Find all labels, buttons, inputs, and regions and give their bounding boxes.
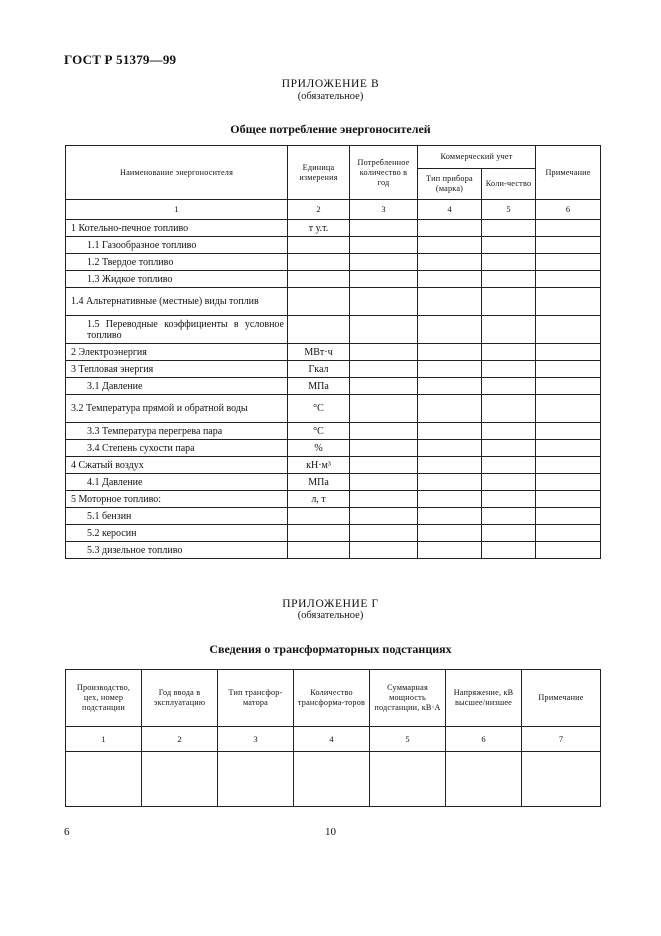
empty-cell bbox=[536, 378, 601, 395]
col-header-count: Коли-чество bbox=[482, 169, 536, 200]
energy-row bbox=[66, 220, 601, 237]
empty-cell bbox=[482, 271, 536, 288]
energy-row bbox=[66, 423, 601, 440]
empty-cell bbox=[418, 271, 482, 288]
empty-cell bbox=[536, 254, 601, 271]
empty-cell bbox=[142, 752, 218, 807]
energy-unit-cell bbox=[288, 542, 350, 559]
energy-unit-cell: °С bbox=[288, 423, 350, 440]
energy-row bbox=[66, 254, 601, 271]
empty-cell bbox=[350, 361, 418, 378]
energy-table-body bbox=[66, 220, 601, 559]
col-header-commercial: Коммерческий учет bbox=[418, 146, 536, 169]
col-header-note: Примечание bbox=[536, 146, 601, 200]
empty-cell bbox=[418, 457, 482, 474]
empty-cell bbox=[350, 316, 418, 344]
energy-name-cell: 1.2 Твердое топливо bbox=[66, 254, 288, 271]
empty-cell bbox=[482, 395, 536, 423]
col-header-unit: Единица измерения bbox=[288, 146, 350, 200]
energy-unit-cell bbox=[288, 237, 350, 254]
empty-cell bbox=[350, 440, 418, 457]
g-col-number: 1 bbox=[66, 727, 142, 752]
empty-cell bbox=[536, 344, 601, 361]
empty-cell bbox=[418, 254, 482, 271]
empty-cell bbox=[482, 316, 536, 344]
energy-name-cell: 3.3 Температура перегрева пара bbox=[66, 423, 288, 440]
g-col-number: 6 bbox=[446, 727, 522, 752]
empty-cell bbox=[536, 220, 601, 237]
empty-cell bbox=[418, 288, 482, 316]
empty-cell bbox=[482, 423, 536, 440]
empty-cell bbox=[350, 474, 418, 491]
empty-cell bbox=[536, 271, 601, 288]
empty-cell bbox=[536, 237, 601, 254]
energy-unit-cell: МПа bbox=[288, 474, 350, 491]
g-col-number: 2 bbox=[142, 727, 218, 752]
empty-cell bbox=[418, 237, 482, 254]
appendix-v-subtitle: (обязательное) bbox=[297, 91, 364, 102]
col-header-quantity: Потребленное количество в год bbox=[350, 146, 418, 200]
empty-cell bbox=[536, 457, 601, 474]
energy-row bbox=[66, 457, 601, 474]
empty-cell bbox=[418, 423, 482, 440]
empty-cell bbox=[350, 542, 418, 559]
empty-cell bbox=[482, 220, 536, 237]
empty-cell bbox=[536, 508, 601, 525]
g-col-header: Производство, цех, номер подстанции bbox=[66, 670, 142, 727]
empty-cell bbox=[536, 361, 601, 378]
empty-cell bbox=[536, 542, 601, 559]
empty-cell bbox=[350, 457, 418, 474]
col-header-name: Наименование энергоносителя bbox=[66, 146, 288, 200]
energy-name-cell: 5.3 дизельное топливо bbox=[66, 542, 288, 559]
appendix-v-title: ПРИЛОЖЕНИЕ В bbox=[281, 78, 380, 90]
col-number: 1 bbox=[66, 200, 288, 220]
empty-cell bbox=[446, 752, 522, 807]
empty-cell bbox=[482, 344, 536, 361]
empty-cell bbox=[350, 237, 418, 254]
empty-cell bbox=[350, 378, 418, 395]
col-number: 4 bbox=[418, 200, 482, 220]
energy-unit-cell bbox=[288, 254, 350, 271]
g-col-header: Год ввода в эксплуатацию bbox=[142, 670, 218, 727]
energy-row bbox=[66, 271, 601, 288]
empty-cell bbox=[350, 423, 418, 440]
col-number: 5 bbox=[482, 200, 536, 220]
empty-cell bbox=[350, 491, 418, 508]
energy-name-cell: 1.3 Жидкое топливо bbox=[66, 271, 288, 288]
empty-cell bbox=[418, 542, 482, 559]
empty-cell bbox=[482, 378, 536, 395]
energy-unit-cell bbox=[288, 288, 350, 316]
empty-cell bbox=[66, 752, 142, 807]
g-col-header: Напряжение, кВ высшее/низшее bbox=[446, 670, 522, 727]
energy-consumption-table bbox=[65, 145, 601, 559]
empty-cell bbox=[536, 288, 601, 316]
empty-cell bbox=[536, 395, 601, 423]
energy-unit-cell: % bbox=[288, 440, 350, 457]
empty-cell bbox=[482, 361, 536, 378]
empty-cell bbox=[482, 508, 536, 525]
energy-row bbox=[66, 237, 601, 254]
energy-unit-cell bbox=[288, 271, 350, 288]
empty-cell bbox=[482, 491, 536, 508]
empty-cell bbox=[350, 288, 418, 316]
energy-row bbox=[66, 288, 601, 316]
g-col-header: Тип трансфор-матора bbox=[218, 670, 294, 727]
empty-cell bbox=[482, 542, 536, 559]
empty-cell bbox=[294, 752, 370, 807]
empty-cell bbox=[350, 254, 418, 271]
empty-cell bbox=[350, 344, 418, 361]
empty-cell bbox=[350, 395, 418, 423]
energy-name-cell: 1 Котельно-печное топливо bbox=[66, 220, 288, 237]
energy-row bbox=[66, 395, 601, 423]
energy-name-cell: 4 Сжатый воздух bbox=[66, 457, 288, 474]
g-col-number: 4 bbox=[294, 727, 370, 752]
energy-name-cell: 3.4 Степень сухости пара bbox=[66, 440, 288, 457]
empty-cell bbox=[536, 423, 601, 440]
empty-cell bbox=[536, 440, 601, 457]
empty-cell bbox=[418, 508, 482, 525]
g-col-header: Количество трансформа-торов bbox=[294, 670, 370, 727]
energy-name-cell: 2 Электроэнергия bbox=[66, 344, 288, 361]
empty-cell bbox=[536, 525, 601, 542]
empty-cell bbox=[418, 440, 482, 457]
empty-cell bbox=[482, 440, 536, 457]
page-number-left: 6 bbox=[64, 826, 70, 838]
energy-unit-cell: л, т bbox=[288, 491, 350, 508]
energy-row bbox=[66, 491, 601, 508]
energy-name-cell: 1.4 Альтернативные (местные) виды топлив bbox=[66, 288, 288, 316]
empty-cell bbox=[418, 378, 482, 395]
energy-name-cell: 1.5 Переводные коэффициенты в условное топливо bbox=[66, 316, 288, 344]
empty-cell bbox=[418, 344, 482, 361]
energy-row bbox=[66, 316, 601, 344]
empty-cell bbox=[418, 525, 482, 542]
energy-unit-cell: МВт·ч bbox=[288, 344, 350, 361]
empty-cell bbox=[350, 508, 418, 525]
empty-cell bbox=[482, 474, 536, 491]
empty-cell bbox=[522, 752, 601, 807]
empty-cell bbox=[418, 316, 482, 344]
empty-cell bbox=[536, 491, 601, 508]
empty-cell bbox=[418, 220, 482, 237]
empty-cell bbox=[218, 752, 294, 807]
energy-name-cell: 5 Моторное топливо: bbox=[66, 491, 288, 508]
energy-row bbox=[66, 378, 601, 395]
energy-unit-cell bbox=[288, 525, 350, 542]
energy-unit-cell: кН·м³ bbox=[288, 457, 350, 474]
empty-cell bbox=[536, 316, 601, 344]
empty-cell bbox=[482, 525, 536, 542]
g-col-number: 5 bbox=[370, 727, 446, 752]
empty-cell bbox=[536, 474, 601, 491]
energy-row bbox=[66, 344, 601, 361]
g-col-number: 7 bbox=[522, 727, 601, 752]
col-number: 3 bbox=[350, 200, 418, 220]
energy-name-cell: 1.1 Газообразное топливо bbox=[66, 237, 288, 254]
empty-cell bbox=[482, 237, 536, 254]
g-col-header: Суммарная мощность подстанции, кВ·А bbox=[370, 670, 446, 727]
empty-cell bbox=[482, 457, 536, 474]
page-number-center: 10 bbox=[325, 826, 336, 838]
table-g-title: Сведения о трансформаторных подстанциях bbox=[209, 642, 452, 656]
energy-row bbox=[66, 361, 601, 378]
energy-name-cell: 4.1 Давление bbox=[66, 474, 288, 491]
energy-name-cell: 3.2 Температура прямой и обратной воды bbox=[66, 395, 288, 423]
energy-name-cell: 5.1 бензин bbox=[66, 508, 288, 525]
g-col-header: Примечание bbox=[522, 670, 601, 727]
energy-unit-cell: МПа bbox=[288, 378, 350, 395]
col-number: 6 bbox=[536, 200, 601, 220]
col-header-device-type: Тип прибора (марка) bbox=[418, 169, 482, 200]
energy-row bbox=[66, 525, 601, 542]
g-col-number: 3 bbox=[218, 727, 294, 752]
energy-row bbox=[66, 542, 601, 559]
document-code: ГОСТ Р 51379—99 bbox=[64, 52, 177, 67]
energy-name-cell: 3 Тепловая энергия bbox=[66, 361, 288, 378]
empty-cell bbox=[370, 752, 446, 807]
energy-name-cell: 3.1 Давление bbox=[66, 378, 288, 395]
energy-unit-cell: Гкал bbox=[288, 361, 350, 378]
empty-data-row bbox=[66, 752, 601, 807]
energy-row bbox=[66, 508, 601, 525]
appendix-g-title: ПРИЛОЖЕНИЕ Г bbox=[282, 598, 379, 610]
energy-unit-cell bbox=[288, 316, 350, 344]
energy-unit-cell: т у.т. bbox=[288, 220, 350, 237]
energy-row bbox=[66, 474, 601, 491]
empty-cell bbox=[418, 491, 482, 508]
energy-row bbox=[66, 440, 601, 457]
empty-cell bbox=[482, 288, 536, 316]
table-v-title: Общее потребление энергоносителей bbox=[230, 122, 431, 136]
energy-name-cell: 5.2 керосин bbox=[66, 525, 288, 542]
empty-cell bbox=[418, 395, 482, 423]
energy-unit-cell bbox=[288, 508, 350, 525]
substations-table bbox=[65, 669, 601, 807]
empty-cell bbox=[482, 254, 536, 271]
empty-cell bbox=[418, 361, 482, 378]
energy-unit-cell: °С bbox=[288, 395, 350, 423]
empty-cell bbox=[418, 474, 482, 491]
appendix-g-subtitle: (обязательное) bbox=[297, 610, 364, 621]
empty-cell bbox=[350, 220, 418, 237]
empty-cell bbox=[350, 525, 418, 542]
empty-cell bbox=[350, 271, 418, 288]
col-number: 2 bbox=[288, 200, 350, 220]
